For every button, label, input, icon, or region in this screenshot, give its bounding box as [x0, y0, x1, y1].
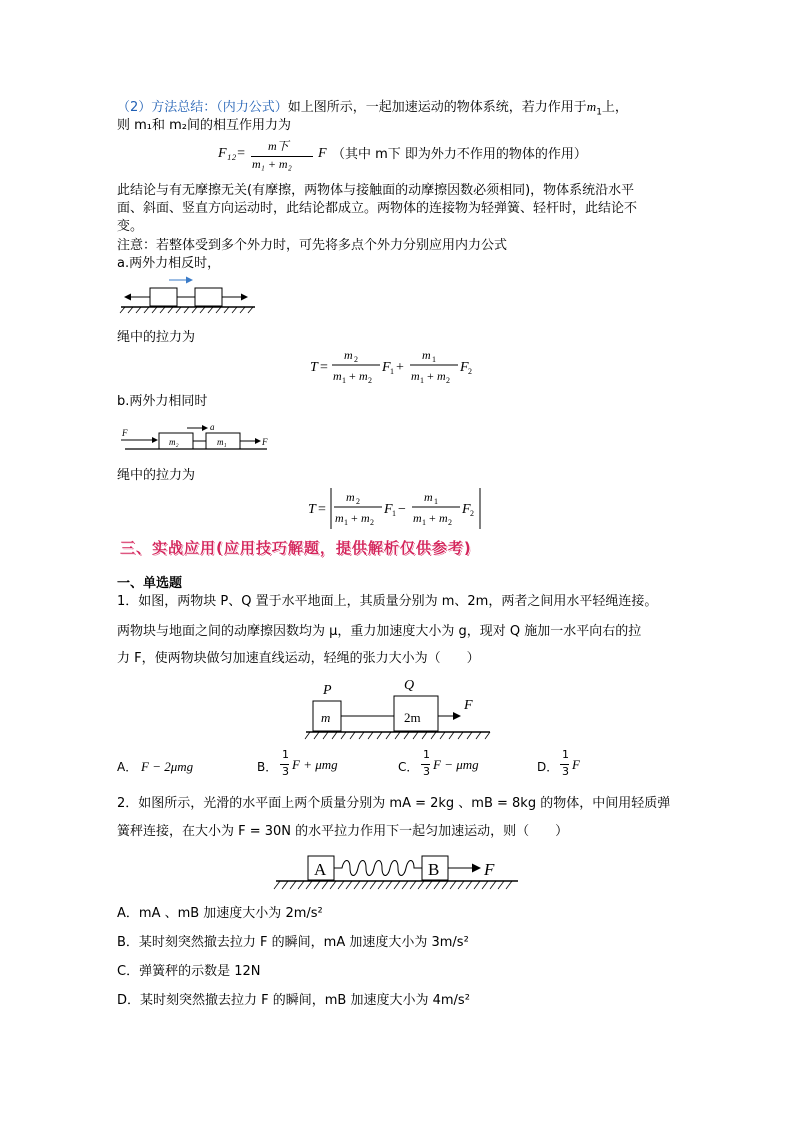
svg-text:2m: 2m — [404, 710, 421, 725]
ground-hatch — [354, 881, 360, 889]
svg-text:F: F — [122, 428, 128, 438]
svg-text:F: F — [262, 437, 268, 447]
q2-option-c[interactable]: C．弹簧秤的示数是 12N — [117, 964, 261, 979]
q1-figure — [300, 675, 500, 743]
svg-text:B: B — [428, 860, 440, 879]
svg-text:1: 1 — [390, 367, 394, 376]
block-left — [150, 288, 177, 306]
ground-hatch — [490, 881, 496, 889]
svg-text:m: m — [321, 710, 331, 725]
svg-text:m: m — [437, 369, 446, 383]
svg-text:1: 1 — [344, 518, 348, 527]
svg-text:m: m — [359, 369, 368, 383]
ground-hatch — [498, 881, 504, 889]
ground-hatch — [274, 881, 280, 889]
svg-text:1: 1 — [420, 376, 424, 385]
svg-text:m: m — [344, 348, 353, 362]
svg-text:F: F — [484, 860, 495, 879]
method-summary-title: （2）方法总结：（内力公式） — [117, 100, 288, 115]
svg-text:2: 2 — [370, 518, 374, 527]
ground-hatch — [306, 881, 312, 889]
svg-text:1: 1 — [432, 355, 436, 364]
q2-figure — [272, 852, 522, 892]
ground-hatch — [394, 881, 400, 889]
svg-text:1: 1 — [342, 376, 346, 385]
svg-text:=: = — [320, 360, 328, 375]
svg-text:=: = — [318, 502, 326, 517]
spring-scale — [334, 861, 422, 876]
svg-text:T: T — [308, 502, 316, 517]
ground-hatch — [466, 881, 472, 889]
svg-text:F: F — [462, 502, 471, 517]
svg-text:F: F — [384, 502, 393, 517]
q2-line2: 簧秤连接，在大小为 F = 30N 的水平拉力作用下一起匀加速运动，则（ ） — [117, 824, 569, 839]
svg-text:−: − — [398, 502, 406, 517]
svg-text:m: m — [422, 348, 431, 362]
ground-hatch — [314, 881, 320, 889]
svg-text:m: m — [335, 511, 344, 525]
svg-text:m₂: m₂ — [169, 437, 179, 447]
svg-text:F: F — [382, 360, 391, 375]
svg-text:m: m — [361, 511, 370, 525]
formula-tension-b — [308, 485, 498, 533]
ground-hatch — [506, 881, 512, 889]
note-line: 注意：若整体受到多个外力时，可先将多点个外力分别应用内力公式 — [117, 238, 508, 253]
q1-option-a[interactable]: A． F − 2μmg — [117, 759, 194, 774]
svg-text:+: + — [351, 511, 358, 525]
svg-text:+: + — [396, 360, 404, 375]
ground-hatch — [322, 881, 328, 889]
q1-line2: 两物块与地面之间的动摩擦因数均为 μ，重力加速度大小为 g，现对 Q 施加一水平向右的拉 — [117, 624, 642, 639]
ground-hatch — [418, 881, 424, 889]
ground-hatch — [410, 881, 416, 889]
svg-text:m: m — [346, 490, 355, 504]
rope-tension-label-b: 绳中的拉力为 — [117, 468, 196, 483]
ground-hatch — [378, 881, 384, 889]
svg-text:+: + — [427, 369, 434, 383]
ground-hatch — [346, 881, 352, 889]
diagram-same-forces — [117, 421, 277, 455]
ground-hatch — [282, 881, 288, 889]
ground-hatch — [402, 881, 408, 889]
ground-hatch — [330, 881, 336, 889]
q2-option-a[interactable]: A．mA 、mB 加速度大小为 2m/s² — [117, 906, 323, 921]
svg-text:a: a — [210, 422, 215, 432]
ground-hatch — [450, 881, 456, 889]
svg-text:m: m — [411, 369, 420, 383]
svg-text:P: P — [323, 683, 332, 698]
part-title: 一、单选题 — [117, 576, 183, 591]
svg-text:1: 1 — [434, 497, 438, 506]
q1-line3: 力 F，使两物块做匀加速直线运动，轻绳的张力大小为（ ） — [117, 651, 480, 666]
svg-text:F: F — [460, 360, 469, 375]
q2-option-b[interactable]: B．某时刻突然撤去拉力 F 的瞬间，mA 加速度大小为 3m/s² — [117, 935, 469, 950]
paragraph-line3: 变。 — [117, 219, 144, 234]
ground-hatch — [474, 881, 480, 889]
svg-text:F: F — [464, 698, 473, 713]
svg-text:2: 2 — [446, 376, 450, 385]
ground-hatch — [338, 881, 344, 889]
paragraph-line1: 此结论与有无摩擦无关(有摩擦，两物体与接触面的动摩擦因数必须相同)，物体系统沿水平 — [117, 183, 635, 198]
ground-hatch — [434, 881, 440, 889]
formula-tension-a — [310, 345, 490, 389]
svg-text:2: 2 — [468, 367, 472, 376]
ground-hatch — [442, 881, 448, 889]
svg-text:m: m — [424, 490, 433, 504]
svg-text:2: 2 — [368, 376, 372, 385]
svg-text:Q: Q — [404, 678, 415, 693]
svg-text:+: + — [349, 369, 356, 383]
svg-text:2: 2 — [354, 355, 358, 364]
formula-f12: F₁₂= m下 m₁ + m₂ F （其中 m下 即为外力不作用的物体的作用） — [218, 139, 587, 171]
svg-text:m: m — [413, 511, 422, 525]
method-summary-line2: 则 m₁和 m₂间的相互作用力为 — [117, 118, 292, 133]
ground-hatch — [482, 881, 488, 889]
case-b-label: b.两外力相同时 — [117, 394, 208, 409]
svg-text:2: 2 — [470, 509, 474, 518]
ground-hatch — [362, 881, 368, 889]
svg-text:m: m — [439, 511, 448, 525]
method-summary-line1: （2）方法总结：（内力公式）如上图所示，一起加速运动的物体系统，若力作用于$m_1$上， — [117, 99, 628, 118]
diagram-opposite-forces — [117, 274, 262, 316]
svg-text:A: A — [314, 860, 327, 879]
q2-line1: 2．如图所示，光滑的水平面上两个质量分别为 mA = 2kg 、mB = 8kg 的物体，中间用轻质弹 — [117, 796, 671, 811]
svg-text:1: 1 — [392, 509, 396, 518]
ground-hatch — [370, 881, 376, 889]
q2-option-d[interactable]: D．某时刻突然撤去拉力 F 的瞬间，mB 加速度大小为 4m/s² — [117, 993, 470, 1008]
ground-hatch — [298, 881, 304, 889]
ground-hatch — [290, 881, 296, 889]
ground-hatch — [386, 881, 392, 889]
rope-tension-label-a: 绳中的拉力为 — [117, 330, 196, 345]
svg-text:+: + — [429, 511, 436, 525]
q1-line1: 1．如图，两物块 P、Q 置于水平地面上，其质量分别为 m、2m，两者之间用水平轻绳连接。 — [117, 594, 658, 609]
svg-text:m: m — [333, 369, 342, 383]
case-a-label: a.两外力相反时， — [117, 256, 221, 271]
svg-text:2: 2 — [356, 497, 360, 506]
paragraph-line2: 面、斜面、竖直方向运动时，此结论都成立。两物体的连接物为轻弹簧、轻杆时，此结论不 — [117, 201, 638, 216]
ground-hatch — [458, 881, 464, 889]
svg-text:T: T — [310, 360, 318, 375]
section-heading: 三、实战应用(应用技巧解题，提供解析仅供参考) — [120, 539, 472, 557]
svg-text:1: 1 — [422, 518, 426, 527]
ground-hatch — [426, 881, 432, 889]
block-right — [195, 288, 222, 306]
svg-text:m₁: m₁ — [217, 437, 227, 447]
svg-text:2: 2 — [448, 518, 452, 527]
